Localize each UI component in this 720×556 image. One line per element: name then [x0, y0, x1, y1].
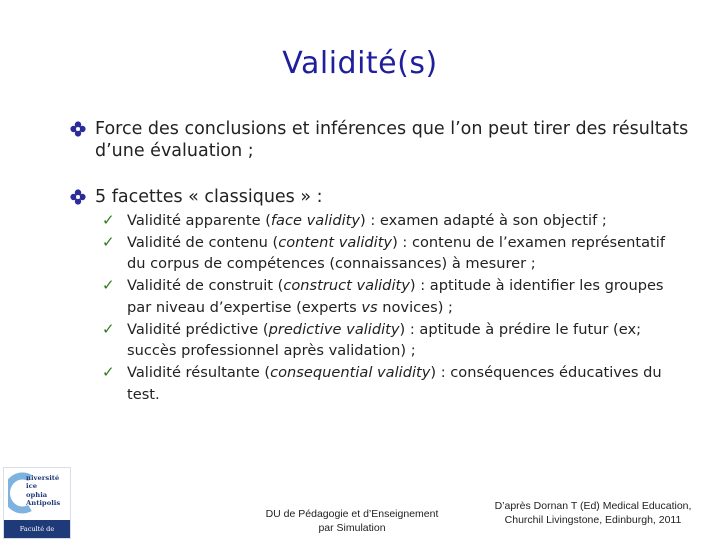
facet-text: ) : aptitude à identifier les groupes par niveau d’expertise (experts — [127, 277, 664, 316]
logo-text — [26, 474, 70, 508]
bullet-item — [70, 186, 690, 208]
facet-item — [102, 362, 677, 405]
bullet-item — [70, 118, 690, 162]
bullet-text: 5 facettes « classiques » : — [95, 187, 323, 207]
logo-line: niversité — [26, 474, 60, 482]
bullet-text: Force des conclusions et inférences que l’on peut tirer des résultats d’une évaluation ; — [95, 119, 689, 161]
facet-term: content validity — [278, 233, 393, 251]
facet-text: Validité résultante ( — [127, 363, 271, 381]
facet-text: ) : conséquences éducatives du test. — [127, 363, 662, 403]
facet-item — [102, 275, 677, 318]
facet-text: ) : aptitude à prédire le futur (ex; succès professionnel après validation) ; — [127, 320, 642, 360]
checkmark-icon: ✓ — [102, 232, 115, 251]
checkmark-icon: ✓ — [102, 211, 115, 229]
facet-term: predictive validity — [268, 320, 400, 338]
facet-item — [102, 232, 677, 275]
footer-line: D’après Dornan T (Ed) Medical Education, — [494, 500, 692, 512]
facet-item — [102, 319, 677, 362]
footer-line: DU de Pédagogie et d’Enseignement — [265, 508, 439, 520]
facet-term: consequential validity — [270, 363, 431, 381]
facet-term: vs — [361, 298, 378, 316]
footer-reference — [478, 499, 708, 527]
facet-text: Validité prédictive ( — [127, 320, 269, 338]
diamond-bullet-icon — [70, 121, 86, 137]
checkmark-icon: ✓ — [102, 276, 115, 295]
footer-line: Churchil Livingstone, Edinburgh, 2011 — [504, 514, 682, 526]
logo-line: ophia Antipolis — [26, 490, 61, 508]
facet-text: novices) ; — [377, 298, 453, 316]
logo-line: ice — [26, 482, 38, 491]
page-title: Validité(s) — [282, 46, 438, 81]
logo-band: Faculté de Médecine — [4, 520, 70, 538]
facet-text: Validité apparente ( — [127, 212, 271, 229]
facet-text: ) : contenu de l’examen représentatif du corpus de compétences (connaissances) à mesurer ; — [127, 233, 665, 273]
checkmark-icon: ✓ — [102, 319, 115, 338]
university-logo — [3, 467, 71, 551]
facet-item — [102, 210, 677, 232]
facet-text: Validité de construit ( — [127, 277, 284, 295]
facet-term: face validity — [270, 212, 361, 229]
facet-term: construct validity — [283, 277, 410, 295]
facet-text: ) : examen adapté à son objectif ; — [360, 212, 607, 229]
facet-text: Validité de contenu ( — [127, 233, 279, 251]
footer-line: par Simulation — [318, 522, 386, 534]
checkmark-icon: ✓ — [102, 362, 115, 381]
diamond-bullet-icon — [70, 189, 86, 205]
facet-list — [102, 210, 677, 405]
footer-course — [252, 507, 452, 535]
